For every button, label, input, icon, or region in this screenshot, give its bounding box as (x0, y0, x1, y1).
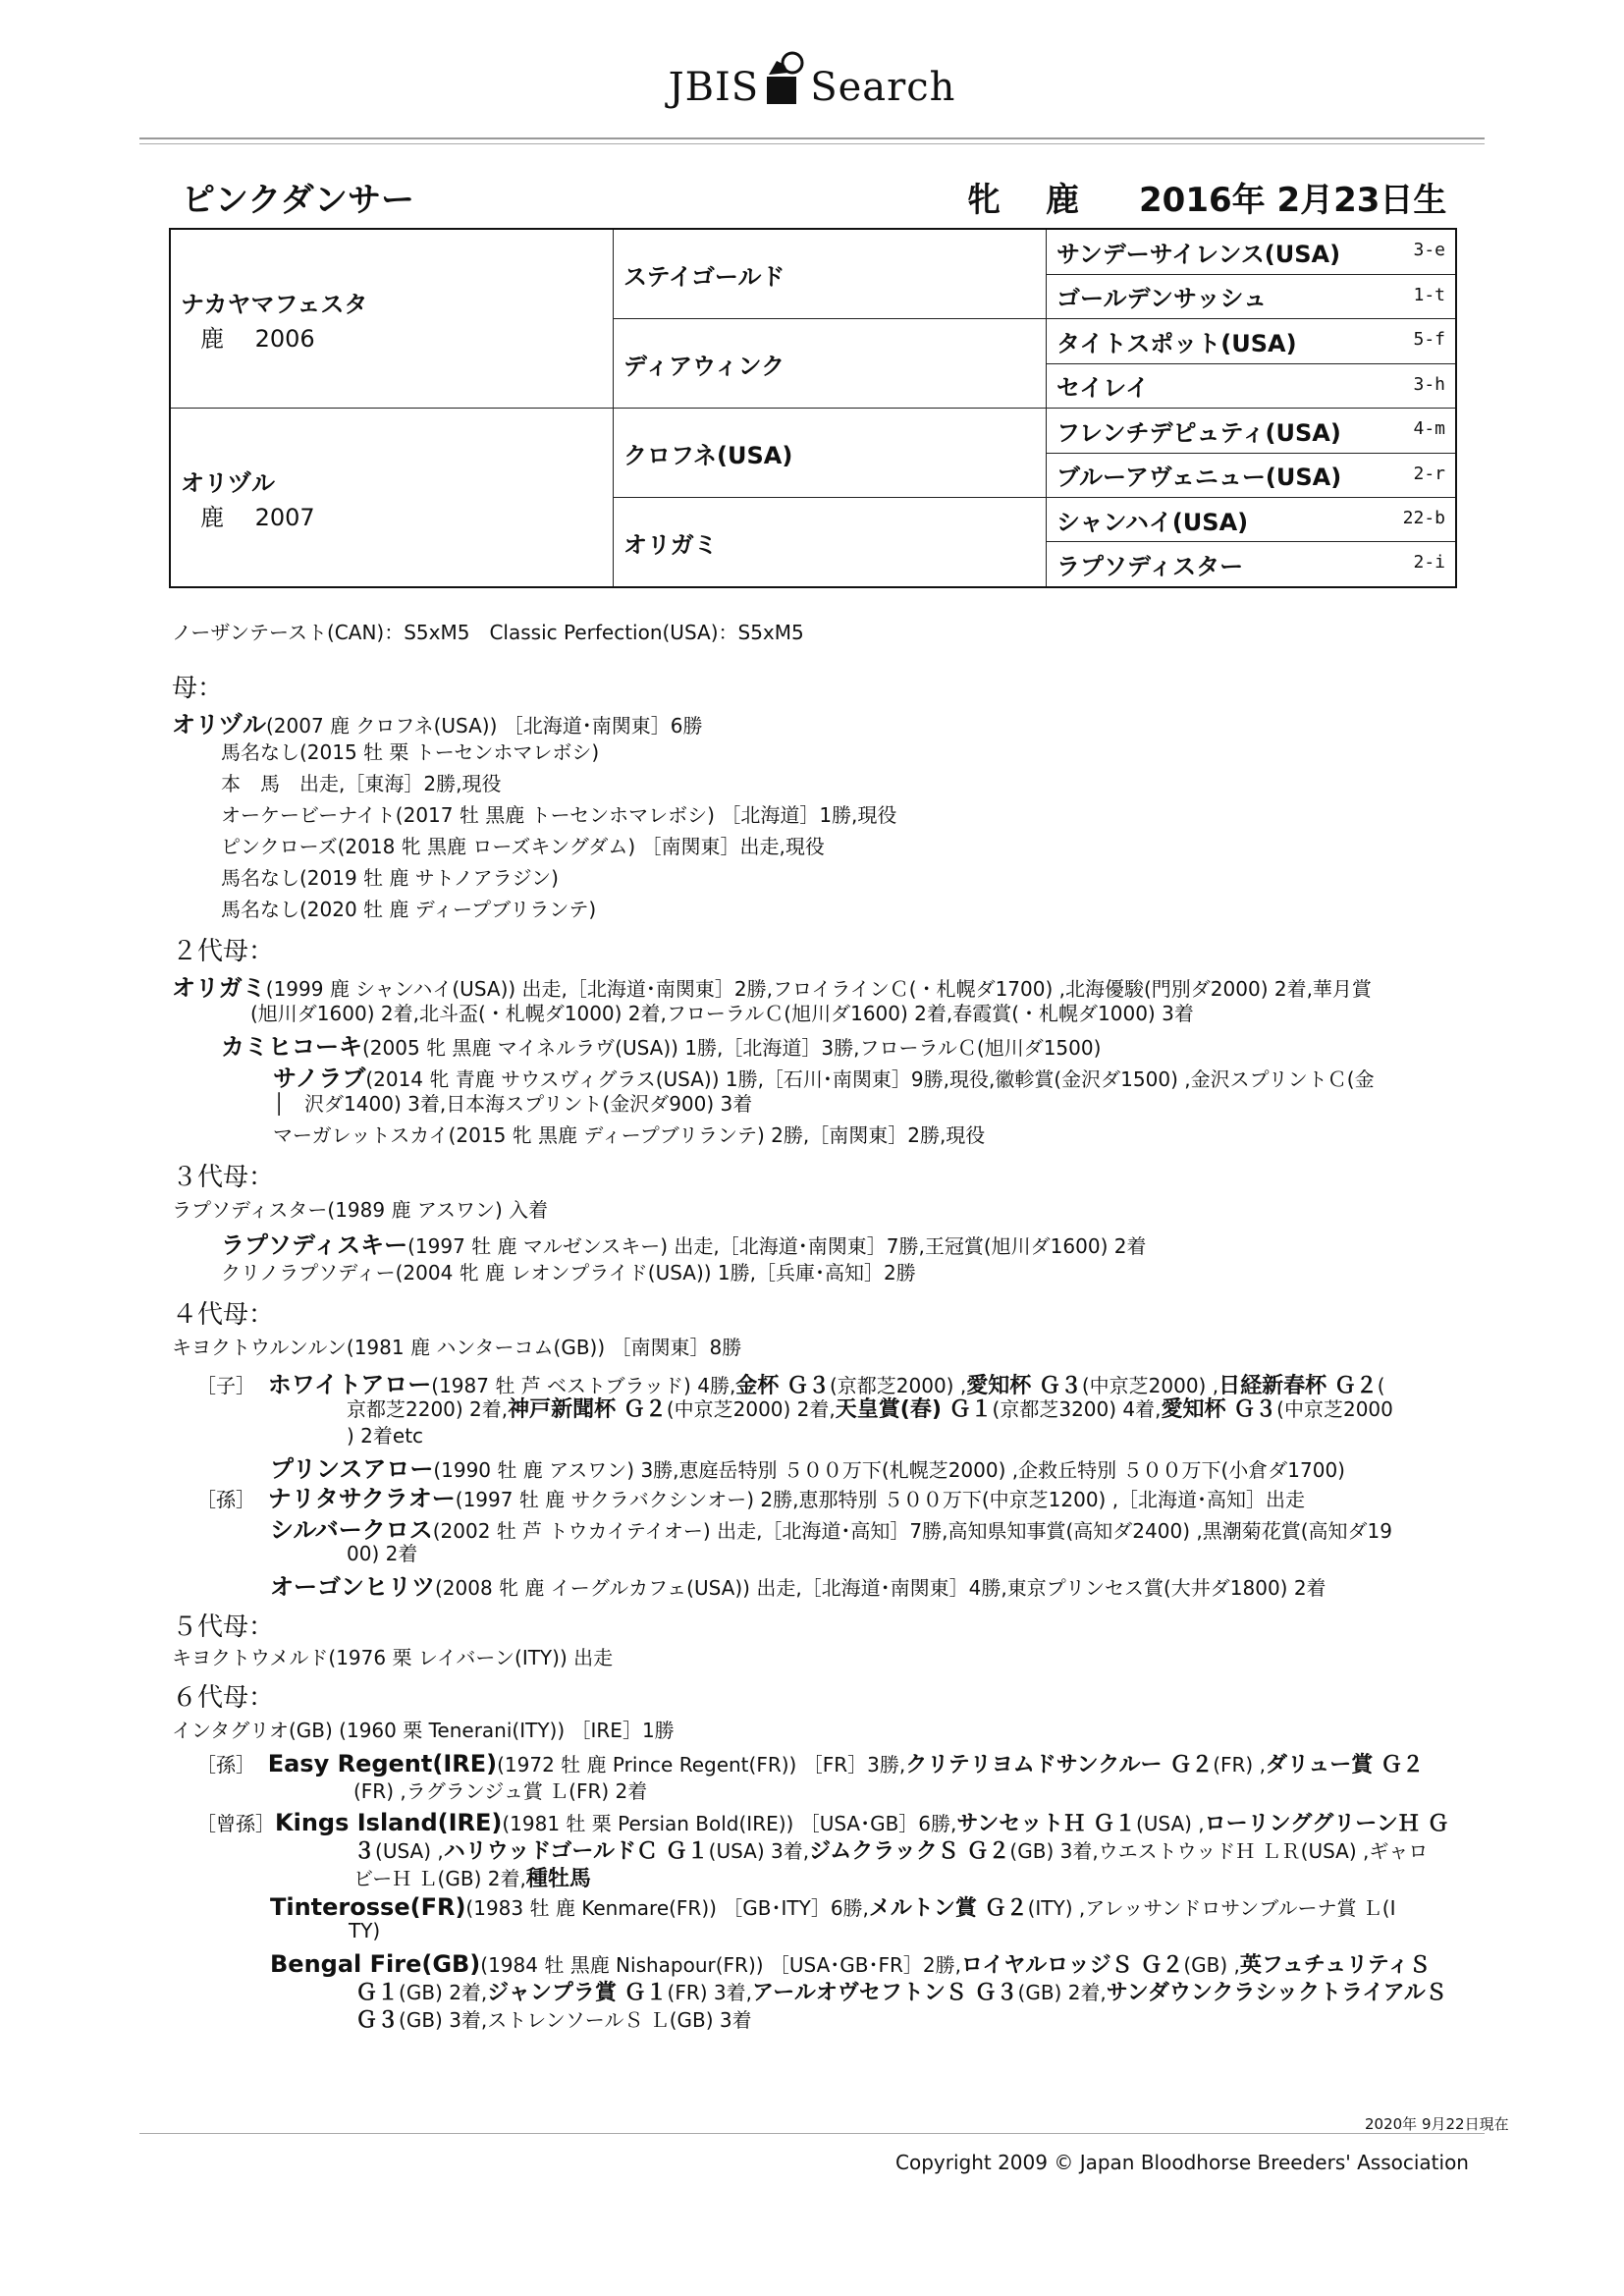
section-5th-dam: ５代母： (172, 1613, 275, 1642)
section-6th-dam: ６代母： (172, 1683, 275, 1713)
family-line: TY) (349, 1919, 381, 1942)
pedigree-g3: フレンチデピュティ(USA) 4-m (1047, 409, 1457, 454)
family-line: オーゴンヒリツ(2008 牝 鹿 イーグルカフェ(USA)) 出走,［北海道･南関東］4勝,東京プリンセス賞(大井ダ1800) 2着 (270, 1573, 1326, 1601)
family-line: ) 2着etc (347, 1424, 424, 1448)
family-line: サノラブ(2014 牝 青鹿 サウスヴィグラス(USA)) 1勝,［石川･南関東］9勝,現役,徽軫賞(金沢ダ1500) ,金沢スプリントＣ(金 (273, 1065, 1375, 1092)
family-line: インタグリオ(GB) (1960 栗 Tenerani(ITY)) ［IRE］1勝 (172, 1719, 675, 1742)
family-line: ［子］ ホワイトアロー(1987 牡 芦 ベストブラッド) 4勝,金杯 Ｇ３(京都芝2000) ,愛知杯 Ｇ３(中京芝2000) ,日経新春杯 Ｇ２( (196, 1371, 1385, 1398)
horse-color: 鹿 (1046, 181, 1079, 220)
section-dam: 母： (172, 674, 224, 703)
family-line: (FR) ,ラグランジュ賞 Ｌ(FR) 2着 (353, 1779, 648, 1803)
copyright: Copyright 2009 © Japan Bloodhorse Breeders' Association (895, 2151, 1469, 2174)
family-line: 京都芝2200) 2着,神戸新聞杯 Ｇ２(中京芝2000) 2着,天皇賞(春) Ｇ１(京都芝3200) 4着,愛知杯 Ｇ３(中京芝2000 (347, 1397, 1393, 1422)
family-line: Tinterosse(FR)(1983 牡 鹿 Kenmare(FR)) ［GB･ITY］6勝,メルトン賞 Ｇ２(ITY) ,アレッサンドロサンブルーナ賞 Ｌ(I (270, 1893, 1396, 1921)
family-line: クリノラプソディー(2004 牝 鹿 レオンプライド(USA)) 1勝,［兵庫･高知］2勝 (221, 1261, 916, 1285)
section-2nd-dam: ２代母： (172, 937, 275, 966)
family-line: ［孫］ Easy Regent(IRE)(1972 牡 鹿 Prince Regent(FR)) ［FR］3勝,クリテリヨムドサンクルー Ｇ２(FR) ,ダリュー賞 Ｇ２ (196, 1750, 1424, 1777)
logo-text-search: Search (810, 65, 956, 110)
horse-name: ピンクダンサー (182, 181, 414, 220)
family-line: Bengal Fire(GB)(1984 牡 黒鹿 Nishapour(FR)) ［USA･GB･FR］2勝,ロイヤルロッジＳ Ｇ２(GB) ,英フュチュリティＳ (270, 1950, 1431, 1978)
footer-date: 2020年 9月22日現在 (1365, 2115, 1509, 2133)
pedigree-g3: シャンハイ(USA) 22-b (1047, 498, 1457, 542)
family-line: (旭川ダ1600) 2着,北斗盃(・札幌ダ1000) 2着,フローラルＣ(旭川ダ1600) 2着,春霞賞(・札幌ダ1000) 3着 (250, 1002, 1194, 1025)
family-line: Ｇ３(GB) 3着,ストレンソールＳ Ｌ(GB) 3着 (355, 2008, 752, 2033)
inbreeding-note: ノーザンテースト(CAN)：S5xM5 Classic Perfection(USA)：S5xM5 (172, 621, 804, 644)
pedigree-table (169, 228, 1457, 588)
horse-sex: 牝 (967, 181, 1001, 220)
family-line: カミヒコーキ(2005 牝 黒鹿 マイネルラヴ(USA)) 1勝,［北海道］3勝,フローラルＣ(旭川ダ1500) (221, 1033, 1102, 1061)
pedigree-dd: オリガミ (614, 498, 1047, 588)
header-rule-thin (139, 143, 1485, 144)
family-line: シルバークロス(2002 牡 芦 トウカイテイオー) 出走,［北海道･高知］7勝,高知県知事賞(高知ダ2400) ,黒潮菊花賞(高知ダ19 (270, 1516, 1392, 1544)
family-line: ビーＨ Ｌ(GB) 2着,種牡馬 (353, 1867, 591, 1891)
pedigree-g3: タイトスポット(USA) 5-f (1047, 319, 1457, 364)
pedigree-dam: オリヅル 鹿 2007 (170, 409, 614, 588)
family-line: キヨクトウメルド(1976 栗 レイバーン(ITY)) 出走 (172, 1646, 614, 1669)
family-line: ピンクローズ(2018 牝 黒鹿 ローズキングダム) ［南関東］出走,現役 (221, 835, 825, 858)
family-line: 本 馬 出走,［東海］2勝,現役 (221, 772, 502, 795)
pedigree-sire: ナカヤマフェスタ 鹿 2006 (170, 229, 614, 409)
family-line: マーガレットスカイ(2015 牝 黒鹿 ディープブリランテ) 2勝,［南関東］2勝,現役 (273, 1123, 986, 1147)
family-line: │ 沢ダ1400) 3着,日本海スプリント(金沢ダ900) 3着 (273, 1092, 753, 1116)
family-line: ［曾孫］Kings Island(IRE)(1981 牡 栗 Persian Bold(IRE)) ［USA･GB］6勝,サンセットＨ Ｇ１(USA) ,ローリンググリーンＨ Ｇ (196, 1809, 1449, 1836)
family-line: プリンスアロー(1990 牡 鹿 アスワン) 3勝,恵庭岳特別 ５００万下(札幌芝2000) ,企救丘特別 ５００万下(小倉ダ1700) (270, 1455, 1345, 1483)
family-line: キヨクトウルンルン(1981 鹿 ハンターコム(GB)) ［南関東］8勝 (172, 1336, 742, 1359)
pedigree-ss: ステイゴールド (614, 229, 1047, 319)
family-line: 馬名なし(2020 牡 鹿 ディープブリランテ) (221, 898, 597, 921)
horse-magnifier-icon (759, 47, 810, 106)
family-line: 馬名なし(2015 牡 栗 トーセンホマレボシ) (221, 740, 600, 764)
section-4th-dam: ４代母： (172, 1300, 275, 1330)
header-rule (139, 137, 1485, 139)
logo-text-jbis: JBIS (668, 65, 760, 110)
family-line: ラプソディスター(1989 鹿 アスワン) 入着 (172, 1198, 549, 1222)
family-line: 馬名なし(2019 牡 鹿 サトノアラジン) (221, 866, 559, 890)
family-line: オリガミ(1999 鹿 シャンハイ(USA)) 出走,［北海道･南関東］2勝,フロイラインＣ(・札幌ダ1700) ,北海優駿(門別ダ2000) 2着,華月賞 (172, 974, 1372, 1002)
pedigree-sd: ディアウィンク (614, 319, 1047, 409)
pedigree-g3: サンデーサイレンス(USA) 3-e (1047, 229, 1457, 274)
pedigree-ds: クロフネ(USA) (614, 409, 1047, 498)
family-line: ３(USA) ,ハリウッドゴールドＣ Ｇ１(USA) 3着,ジムクラックＳ Ｇ２(GB) 3着,ウエストウッドＨ ＬＲ(USA) ,ギャロ (353, 1839, 1429, 1864)
family-line: 00) 2着 (347, 1542, 418, 1565)
family-line: ラプソディスキー(1997 牡 鹿 マルゼンスキー) 出走,［北海道･南関東］7勝,王冠賞(旭川ダ1600) 2着 (221, 1231, 1147, 1259)
jbis-search-logo (0, 47, 1624, 110)
pedigree-g3: セイレイ 3-h (1047, 363, 1457, 409)
family-line: ［孫］ ナリタサクラオー(1997 牡 鹿 サクラバクシンオー) 2勝,恵那特別 ５００万下(中京芝1200) ,［北海道･高知］出走 (196, 1485, 1306, 1512)
pedigree-g3: ブルーアヴェニュー(USA) 2-r (1047, 453, 1457, 498)
footer-rule (139, 2133, 1485, 2134)
pedigree-g3: ゴールデンサッシュ 1-t (1047, 274, 1457, 319)
family-line: オリヅル(2007 鹿 クロフネ(USA)) ［北海道･南関東］6勝 (172, 711, 703, 738)
family-line: オーケービーナイト(2017 牡 黒鹿 トーセンホマレボシ) ［北海道］1勝,現役 (221, 803, 897, 827)
section-3rd-dam: ３代母： (172, 1163, 275, 1192)
horse-birth: 2016年 2月23日生 (1139, 181, 1447, 220)
pedigree-g3: ラプソディスター 2-i (1047, 542, 1457, 587)
family-line: Ｇ１(GB) 2着,ジャンプラ賞 Ｇ１(FR) 3着,アールオヴセフトンＳ Ｇ３(GB) 2着,サンダウンクラシックトライアルＳ (355, 1981, 1447, 2005)
horse-header (182, 173, 1458, 222)
